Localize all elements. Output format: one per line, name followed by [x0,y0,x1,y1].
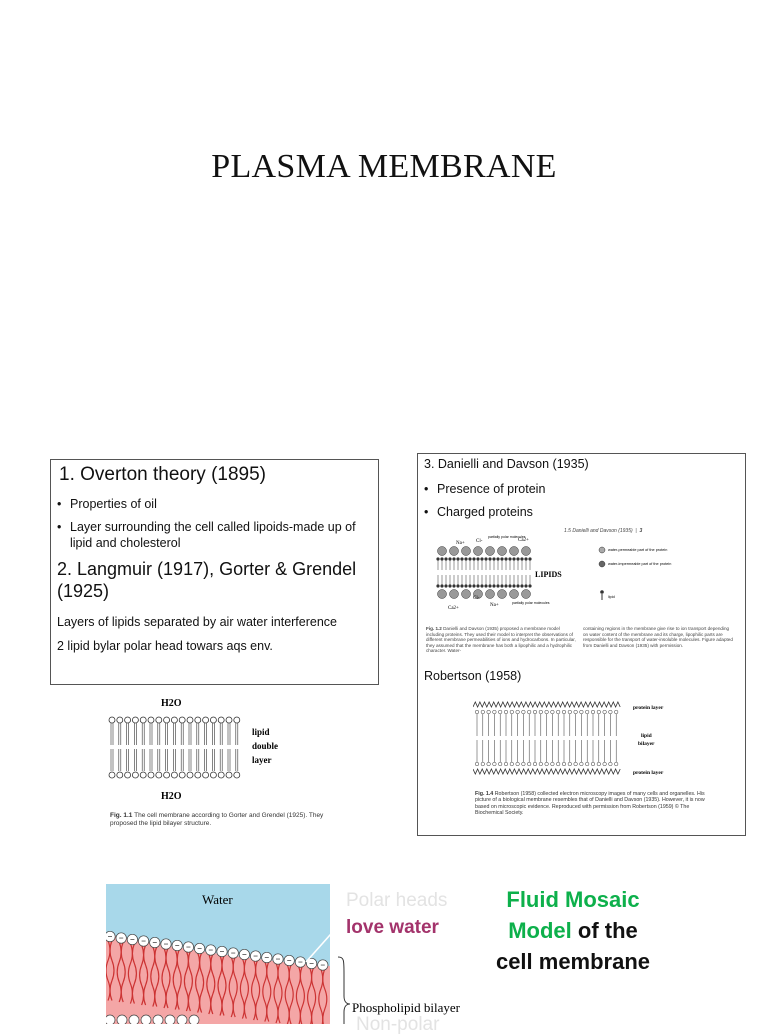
legend-swatch [599,561,605,567]
lipid-head [464,584,467,587]
title-of-the: of the [571,918,638,943]
polar-head [129,1015,139,1024]
lipid-head [597,762,601,766]
lipid-head [498,762,502,766]
lipid-head [164,772,170,778]
protein-bead [486,547,495,556]
lipid-head [504,584,507,587]
lipid-head [520,584,523,587]
ion-label: Na+ [490,603,499,608]
lipid-head [203,717,209,723]
protein-bead [522,547,531,556]
bullet: • [424,505,429,519]
lipid-label: lipid [641,733,652,739]
lipid-head [210,717,216,723]
ion-label: Cl- [473,596,480,601]
lipid-head [444,584,447,587]
lipid-head [109,772,115,778]
lipid-head [603,710,607,714]
danielli-caption-left [426,626,576,654]
lipid-head [597,710,601,714]
protein-bead [450,547,459,556]
h2o-bottom-label: H2O [161,791,182,802]
lipid-head [125,772,131,778]
lipid-head [156,717,162,723]
overton-langmuir-panel [50,459,379,685]
lipid-head [510,710,514,714]
danielli-davson-figure [428,534,738,626]
title-line-1: Fluid Mosaic [506,887,640,912]
gorter-caption [110,812,325,828]
lipid-head [516,584,519,587]
caption-text: Danielli and Davson (1935) proposed a membrane model including proteins. They used their model to interpret the observations of different membrane permeabilities of ions and hydrocarbons. In particular, they assumed that the membrane has both a lipophilic and a hydrophilic character. Water- [426,626,576,654]
caption-text: Robertson (1958) collected electron microscopy images of many cells and organelles. His picture of a biological membrane resembles that of Danielli and Davson (1935). However, it is now based on microscopic evidence. Reproduced with permission from Robertson (1959) © The Biochemical Society. [475,791,705,816]
protein-bead [462,547,471,556]
overton-heading: 1. Overton theory (1895) [59,464,266,485]
caption-fig-number: Fig. 1.1 [110,812,133,819]
lipid-head [533,710,537,714]
lipid-head [527,762,531,766]
lipid-head [527,710,531,714]
lipid-head [140,772,146,778]
title-model-word: Model [508,918,572,943]
ion-label: Ca2+ [518,538,529,543]
lipid-head [591,710,595,714]
protein-bead [438,590,447,599]
lipid-head [210,772,216,778]
lipid-head [487,762,491,766]
robertson-heading: Robertson (1958) [424,669,522,683]
lipid-head [488,584,491,587]
danielli-caption-right: containing regions in the membrane give rise to ion transport depending on water content of the membrane and its charge, lipophilic parts are responsible for the transport of water-insoluble molecules. Figure adapted from Danielli and Davson (1935) with permission. [583,626,733,648]
protein-bead [498,590,507,599]
lipid-head [614,762,618,766]
bullet: • [57,497,62,511]
list-item [57,519,367,551]
lipid-head [132,772,138,778]
lipid-head [468,584,471,587]
lipid-head [171,717,177,723]
polar-heads-label: Polar heads [346,890,448,911]
lipid-head [562,710,566,714]
lipid-head [516,710,520,714]
lipid-head [493,710,497,714]
lipid-head [585,762,589,766]
protein-bead [498,547,507,556]
danielli-heading: 3. Danielli and Davson (1935) [424,457,589,471]
lipid-head [452,584,455,587]
lipid-head [568,762,572,766]
lipid-head [171,772,177,778]
lipid-head [476,584,479,587]
bilayer-label: bilayer [638,741,655,747]
figure-header: 1.5 Danielli and Davson (1935) | 3 [564,528,643,534]
lipid-head [493,762,497,766]
bullet-text: Presence of protein [437,482,546,496]
legend-swatch [599,547,605,553]
lipid-head [562,762,566,766]
lipid-head [585,710,589,714]
title-line-2 [478,915,668,946]
h2o-top-label: H2O [161,698,182,709]
lipid-head [580,762,584,766]
fluid-mosaic-title [478,884,668,977]
molecule-label: partially polar molecules [512,601,550,605]
legend-text: water-impermeable part of the protein [608,562,672,566]
lipid-head [475,762,479,766]
love-water-label: love water [346,917,439,938]
lipid-head [218,772,224,778]
lipid-head [117,772,123,778]
lipid-head [533,762,537,766]
lipid-head [551,762,555,766]
polar-head [165,1015,175,1024]
lipid-head [609,762,613,766]
lipid-head [512,584,515,587]
water-label: Water [202,892,233,907]
double-label: double [252,741,279,751]
layer-label: layer [252,755,272,765]
lipid-head [234,717,240,723]
lipid-head [498,710,502,714]
lipid-head [522,762,526,766]
lipid-head [556,762,560,766]
figure-page-number: 3 [639,528,643,534]
lipid-head [539,710,543,714]
polar-head [153,1015,163,1024]
lipid-head [156,772,162,778]
lipid-head [480,584,483,587]
protein-bead [474,547,483,556]
legend-swatch [600,590,604,594]
list-item [57,496,367,512]
lipid-head [487,710,491,714]
bullet: • [57,520,62,534]
polar-head [177,1015,187,1024]
bilayer-label: Phospholipid bilayer [352,1000,460,1015]
legend-text: lipid [608,595,615,599]
ion-label: Cl- [476,539,483,544]
lipid-head [551,710,555,714]
lipid-head [226,717,232,723]
lipid-head [484,584,487,587]
page-title: PLASMA MEMBRANE [211,148,557,185]
polar-head [189,1015,199,1024]
protein-layer-bottom [473,769,620,774]
polar-head [141,1015,151,1024]
bullet-text: Charged proteins [437,505,533,519]
lipid-head [164,717,170,723]
protein-bead [450,590,459,599]
lipid-head [496,584,499,587]
lipid-head [187,717,193,723]
robertson-bilayer [475,710,618,766]
lipid-label: lipid [252,727,270,737]
lipid-head [195,717,201,723]
non-polar-label: Non-polar [356,1014,440,1035]
protein-layer-top [473,702,620,707]
bullet-text: Properties of oil [70,497,157,511]
lipid-head [614,710,618,714]
caption-fig-number: Fig. 1.4 [475,791,494,797]
molecule-label: partially polar molecules [488,535,526,539]
lipid-head [148,717,154,723]
lipid-head [574,762,578,766]
lipid-head [492,584,495,587]
protein-layer-label: protein layer [633,770,664,776]
lipid-head [132,717,138,723]
protein-bead [510,590,519,599]
text-line: 2 lipid bylar polar head towars aqs env. [57,639,273,653]
dd-bilayer [436,547,531,599]
ion-label: Ca2+ [448,606,459,611]
lipid-head [475,710,479,714]
legend-text: water-permeable part of the protein [608,548,668,552]
lipid-head [568,710,572,714]
lipid-head [504,762,508,766]
lipid-head [556,710,560,714]
list-item [424,504,724,520]
lipid-head [522,710,526,714]
robertson-figure [473,699,733,784]
figure-header-text: 1.5 Danielli and Davson (1935) [564,528,633,534]
ion-label: Na+ [456,541,465,546]
lipid-head [218,717,224,723]
protein-bead [486,590,495,599]
bullet: • [424,482,429,496]
lipid-head [140,717,146,723]
caption-fig-number: Fig. 1.2 [426,626,442,631]
list-item [424,481,724,497]
danielli-robertson-panel [417,453,746,836]
lipid-head [591,762,595,766]
lipid-head [148,772,154,778]
bullet-text: Layer surrounding the cell called lipoids-made up of lipid and cholesterol [70,520,356,550]
lipid-head [481,762,485,766]
caption-text: The cell membrane according to Gorter and Grendel (1925). They proposed the lipid bilayer structure. [110,812,324,827]
lipid-head [448,584,451,587]
lipid-head [603,762,607,766]
protein-bead [438,547,447,556]
lipid-head [195,772,201,778]
lipid-head [574,710,578,714]
langmuir-heading: 2. Langmuir (1917), Gorter & Grendel (1925) [57,559,357,601]
lipid-head [508,584,511,587]
lipid-head [545,710,549,714]
robertson-caption [475,791,705,816]
lipid-head [539,762,543,766]
lipids-label: LIPIDS [535,570,562,579]
lipid-head [234,772,240,778]
protein-bead [522,590,531,599]
lipid-head [472,584,475,587]
lipid-head [528,584,531,587]
lipid-head [179,772,185,778]
lipid-head [580,710,584,714]
lipid-head [524,584,527,587]
lipid-head [609,710,613,714]
lipid-head [226,772,232,778]
lipid-head [179,717,185,723]
lipid-head [500,584,503,587]
protein-bead [462,590,471,599]
lipid-head [510,762,514,766]
polar-head [106,1015,115,1024]
lipid-head [125,717,131,723]
lipid-head [436,584,439,587]
lipid-head [456,584,459,587]
polar-head [117,1015,127,1024]
lipid-head [187,772,193,778]
lipid-head [109,717,115,723]
lipid-head [545,762,549,766]
bilayer-brace [338,957,350,1024]
text-line: Layers of lipids separated by air water interference [57,615,338,629]
lipid-head [440,584,443,587]
protein-layer-label: protein layer [633,705,664,711]
protein-bead [510,547,519,556]
lipid-head [460,584,463,587]
bilayer-heads [109,717,240,778]
lipid-head [203,772,209,778]
title-line-3: cell membrane [495,949,651,974]
lipid-head [504,710,508,714]
lipid-head [117,717,123,723]
lipid-head [516,762,520,766]
lipid-head [481,710,485,714]
